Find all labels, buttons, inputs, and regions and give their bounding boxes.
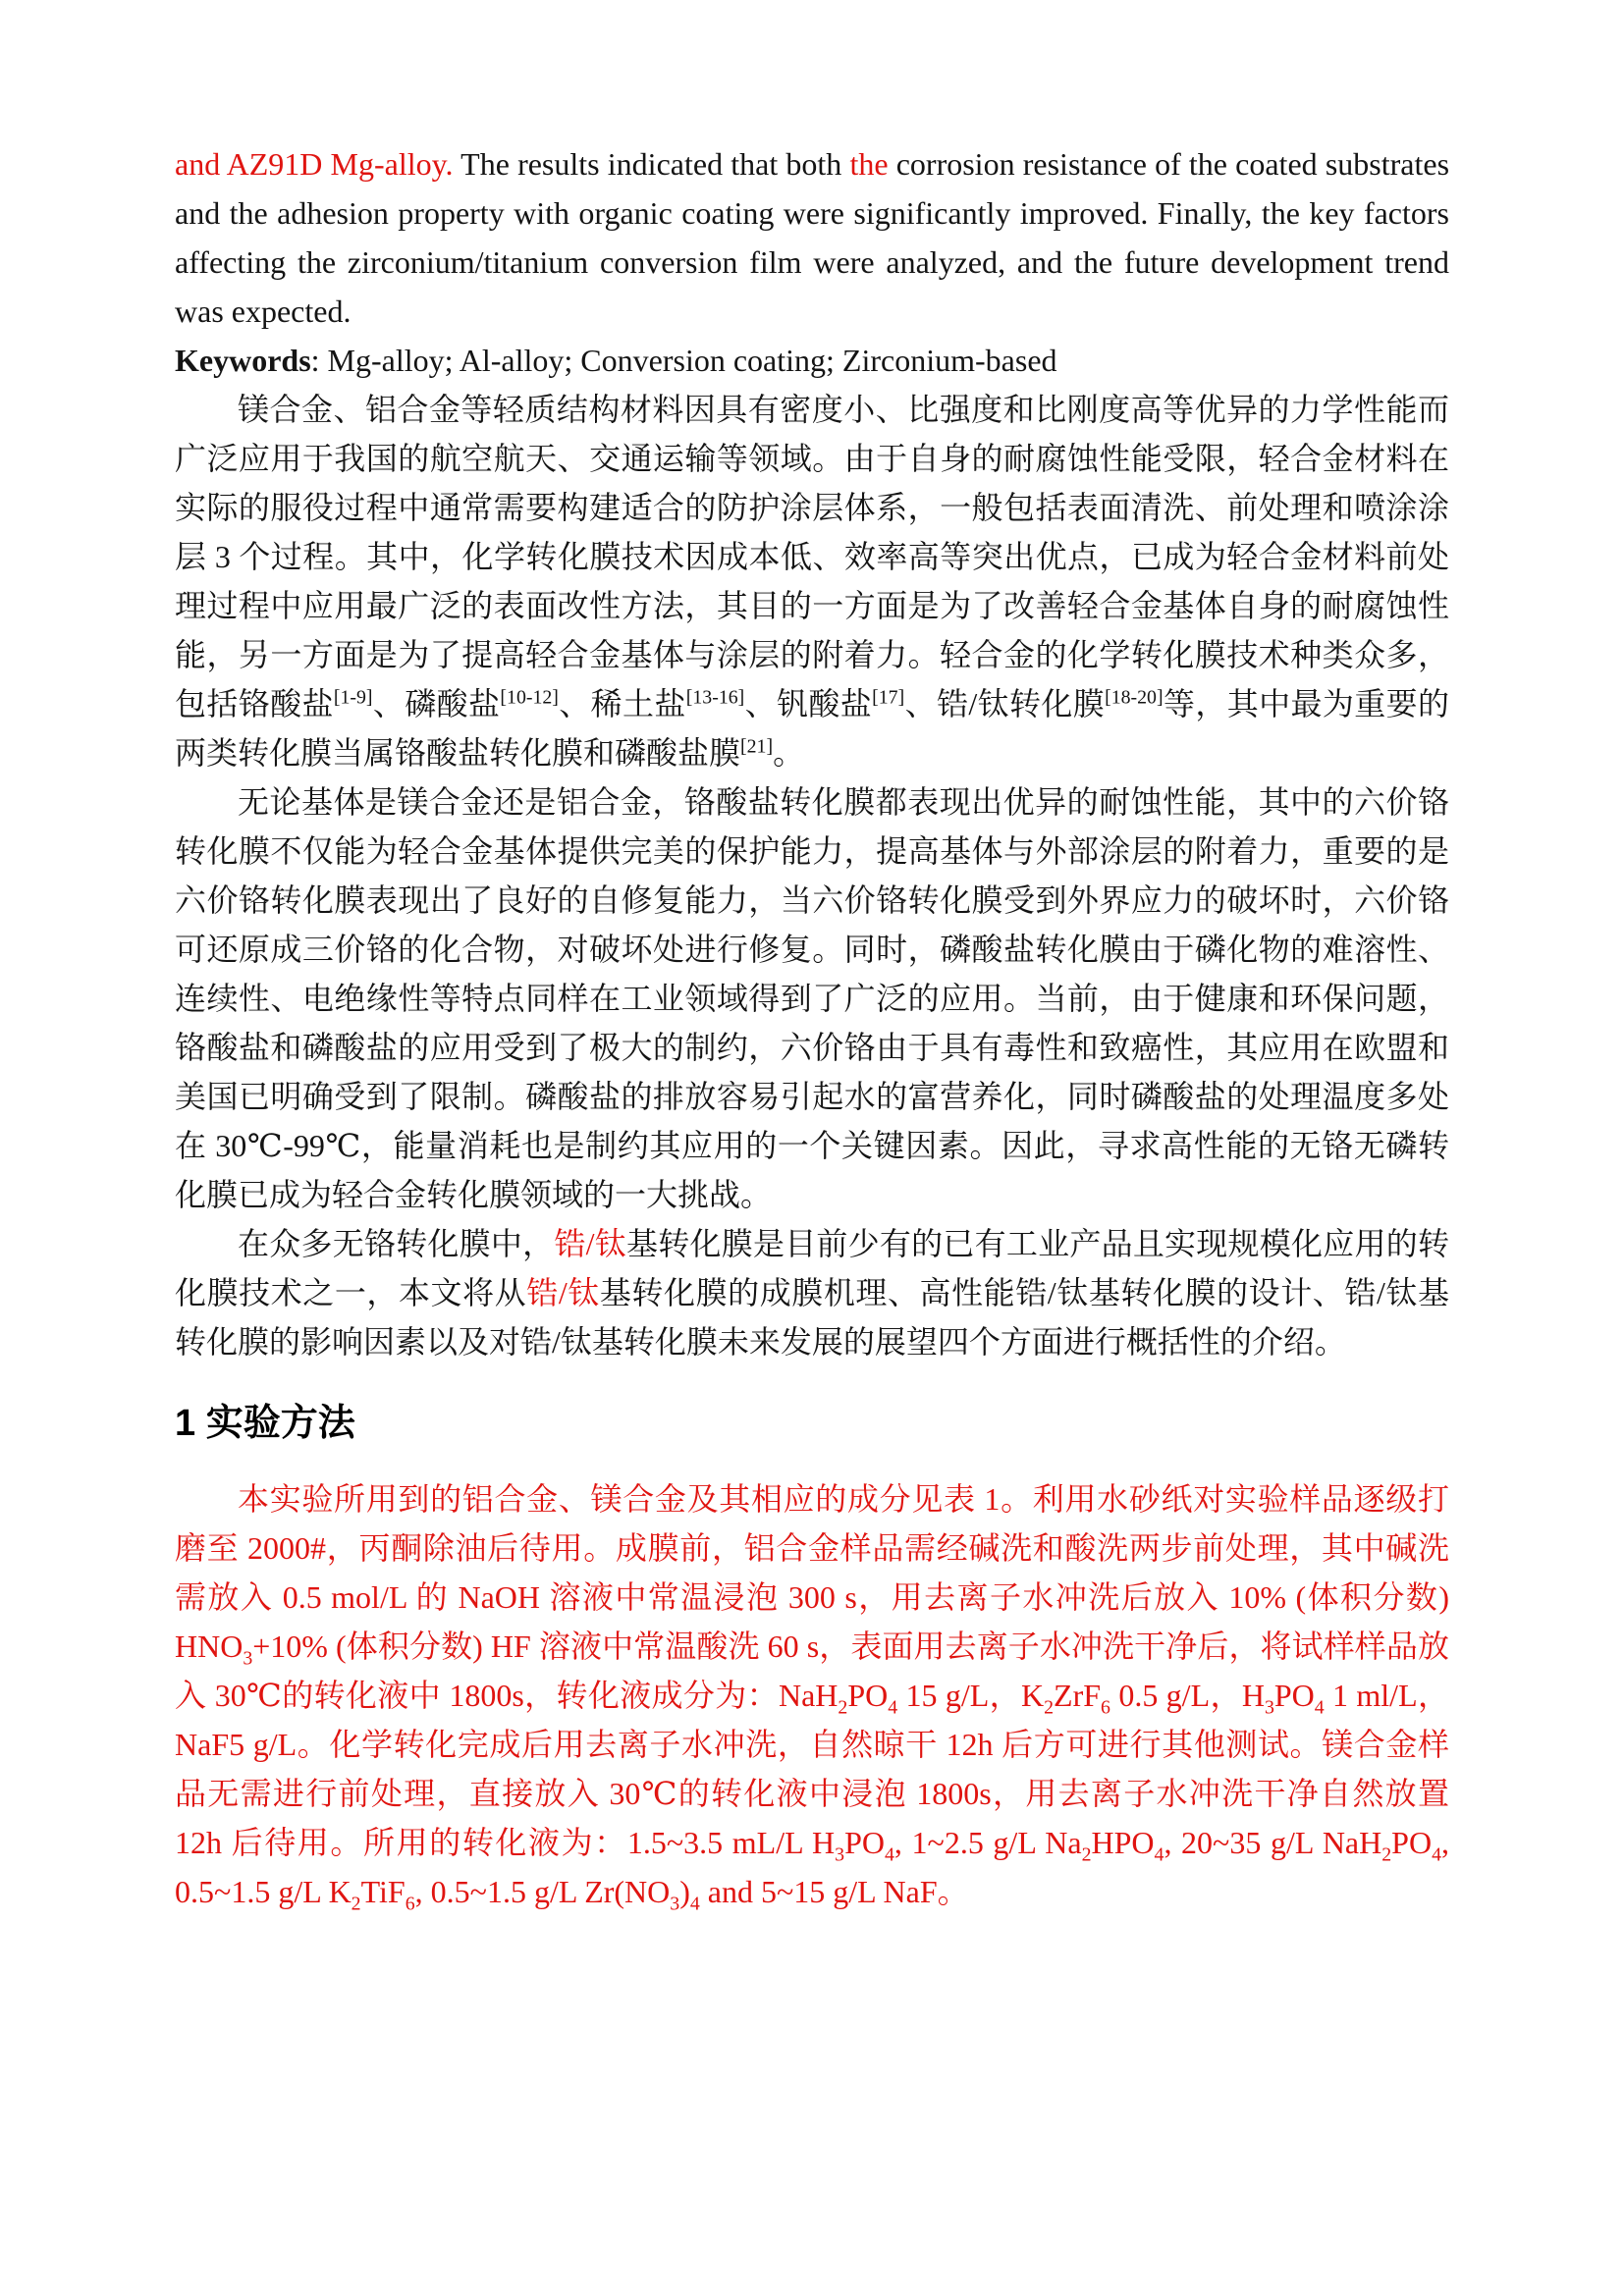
intro-paragraph-3 xyxy=(175,1219,1449,1366)
section-heading-experimental-method-run: 1 实验方法 xyxy=(175,1403,355,1444)
intro-paragraph-1-run: [21] xyxy=(740,735,774,758)
experimental-method-paragraph-run: 本实验所用到的铝合金、镁合金及其相应的成分见表 1。利用水砂纸对实验样品逐级打磨至 2000#，丙酮除油后待用。成膜前，铝合金样品需经碱洗和酸洗两步前处理，其中碱洗需放入 0.5 mol/L 的 NaOH 溶液中常温浸泡 300 s，用去离子水冲洗后放入 10% (体积分数) HNO xyxy=(175,1481,1449,1664)
intro-paragraph-2-run: 无论基体是镁合金还是铝合金，铬酸盐转化膜都表现出优异的耐蚀性能，其中的六价铬转化膜不仅能为轻合金基体提供完美的保护能力，提高基体与外部涂层的附着力，重要的是六价铬转化膜表现出了良好的自修复能力，当六价铬转化膜受到外界应力的破坏时，六价铬可还原成三价铬的化合物，对破坏处进行修复。同时，磷酸盐转化膜由于磷化物的难溶性、连续性、电绝缘性等特点同样在工业领域得到了广泛的应用。当前，由于健康和环保问题，铬酸盐和磷酸盐的应用受到了极大的制约，六价铬由于具有毒性和致癌性，其应用在欧盟和美国已明确受到了限制。磷酸盐的排放容易引起水的富营养化，同时磷酸盐的处理温度多处在 30℃-99℃，能量消耗也是制约其应用的一个关键因素。因此，寻求高性能的无铬无磷转化膜已成为轻合金转化膜领域的一大挑战。 xyxy=(175,784,1449,1212)
intro-paragraph-2 xyxy=(175,777,1449,1219)
experimental-method-paragraph-run: TiF xyxy=(360,1874,406,1909)
experimental-method-paragraph-run: 1 ml/L，NaF5 g/L。化学转化完成后用去离子水冲洗，自然晾干 12h 后方可进行其他测试。镁合金样品无需进行前处理，直接放入 30℃的转化液中浸泡 1800s，用去离子水冲洗干净自然放置 12h 后待用。所用的转化液为：1.5~3.5 mL/L H xyxy=(175,1678,1449,1860)
intro-paragraph-3-run: 锆/钛 xyxy=(554,1226,626,1261)
abstract-continued-paragraph xyxy=(175,139,1449,336)
experimental-method-paragraph-run: 4 xyxy=(689,1893,700,1915)
experimental-method-paragraph-run: 6 xyxy=(405,1893,415,1915)
section-heading-experimental-method xyxy=(175,1396,1449,1451)
experimental-method-paragraph-run: ZrF xyxy=(1054,1678,1102,1713)
experimental-method-paragraph-run: , 1~2.5 g/L Na xyxy=(893,1825,1082,1860)
experimental-method-paragraph-run: 2 xyxy=(1081,1843,1092,1866)
experimental-method-paragraph-run: PO xyxy=(844,1825,885,1860)
keywords-line-run: Keywords xyxy=(175,343,311,378)
intro-paragraph-1-run: 等，其中最为重要的两类转化膜当属铬酸盐转化膜和磷酸盐膜 xyxy=(175,686,1449,771)
experimental-method-paragraph-run: 2 xyxy=(1381,1843,1392,1866)
experimental-method-paragraph-run: 4 xyxy=(1154,1843,1164,1866)
intro-paragraph-1-run: [10-12] xyxy=(500,686,559,709)
experimental-method-paragraph-run: , 20~35 g/L NaH xyxy=(1164,1825,1382,1860)
intro-paragraph-3-run: 基转化膜的成膜机理、高性能锆/钛基转化膜的设计、锆/钛基转化膜的影响因素以及对锆/钛基转化膜未来发展的展望四个方面进行概括性的介绍。 xyxy=(175,1275,1449,1360)
experimental-method-paragraph-run: 2 xyxy=(1044,1696,1055,1719)
intro-paragraph-1-run: 、磷酸盐 xyxy=(372,686,501,721)
keywords-line xyxy=(175,336,1449,385)
keywords-line-run: : Mg-alloy; Al-alloy; Conversion coating; Zirconium-based xyxy=(310,343,1057,378)
experimental-method-paragraph-run: 4 xyxy=(1314,1696,1325,1719)
intro-paragraph-1-run: [18-20] xyxy=(1105,686,1164,709)
experimental-method-paragraph-run: 3 xyxy=(835,1843,845,1866)
intro-paragraph-1-run: 、钒酸盐 xyxy=(744,686,873,721)
intro-paragraph-1-run: 、稀土盐 xyxy=(558,686,686,721)
intro-paragraph-1-run: [1-9] xyxy=(333,686,373,709)
abstract-continued-paragraph-run: and AZ91D Mg-alloy. xyxy=(175,146,454,182)
intro-paragraph-3-run: 基转化膜是目前少有的已有工业产品且实现规模化应用的转化膜技术之一，本文将从 xyxy=(175,1226,1449,1310)
experimental-method-paragraph-run: 2 xyxy=(838,1696,848,1719)
abstract-continued-paragraph-run: The results indicated that both xyxy=(453,146,850,182)
intro-paragraph-3-run: 锆/钛 xyxy=(526,1275,600,1310)
intro-paragraph-1-run: [17] xyxy=(872,686,905,709)
intro-paragraph-1 xyxy=(175,385,1449,777)
experimental-method-paragraph-run: 2 xyxy=(351,1893,361,1915)
experimental-method-paragraph-run: 3 xyxy=(243,1647,253,1670)
intro-paragraph-1-run: 、锆/钛转化膜 xyxy=(904,686,1106,721)
experimental-method-paragraph-run: 6 xyxy=(1101,1696,1110,1719)
experimental-method-paragraph-run: +10% (体积分数) HF 溶液中常温酸洗 60 s，表面用去离子水冲洗干净后，将试样样品放入 30℃的转化液中 1800s，转化液成分为：NaH xyxy=(175,1629,1449,1713)
experimental-method-paragraph xyxy=(175,1474,1449,1916)
experimental-method-paragraph-run: 3 xyxy=(1264,1696,1274,1719)
experimental-method-paragraph-run: ) xyxy=(679,1874,690,1909)
experimental-method-paragraph-run: , 0.5~1.5 g/L Zr(NO xyxy=(414,1874,671,1909)
document-body xyxy=(175,139,1449,1916)
abstract-continued-paragraph-run: corrosion resistance of the coated substrates and the adhesion property with organic coating were significantly improved. Finally, the key factors affecting the zirconium/titanium conversion film were analyzed, and the future development trend was expected. xyxy=(175,146,1450,329)
intro-paragraph-1-run: [13-16] xyxy=(685,686,745,709)
experimental-method-paragraph-run: 3 xyxy=(670,1893,680,1915)
experimental-method-paragraph-run: PO xyxy=(1273,1678,1315,1713)
abstract-continued-paragraph-run: the xyxy=(849,146,889,182)
experimental-method-paragraph-run: 4 xyxy=(884,1843,894,1866)
experimental-method-paragraph-run: PO xyxy=(847,1678,889,1713)
experimental-method-paragraph-run: , 0.5~1.5 g/L K xyxy=(175,1825,1449,1909)
experimental-method-paragraph-run: 4 xyxy=(1432,1843,1441,1866)
experimental-method-paragraph-run: and 5~15 g/L NaF。 xyxy=(699,1874,969,1909)
experimental-method-paragraph-run: PO xyxy=(1391,1825,1433,1860)
intro-paragraph-3-run: 在众多无铬转化膜中， xyxy=(238,1226,555,1261)
intro-paragraph-1-run: 镁合金、铝合金等轻质结构材料因具有密度小、比强度和比刚度高等优异的力学性能而广泛应用于我国的航空航天、交通运输等领域。由于自身的耐腐蚀性能受限，轻合金材料在实际的服役过程中通常需要构建适合的防护涂层体系，一般包括表面清洗、前处理和喷涂涂层 3 个过程。其中，化学转化膜技术因成本低、效率高等突出优点，已成为轻合金材料前处理过程中应用最广泛的表面改性方法，其目的一方面是为了改善轻合金基体自身的耐腐蚀性能，另一方面是为了提高轻合金基体与涂层的附着力。轻合金的化学转化膜技术种类众多，包括铬酸盐 xyxy=(175,392,1449,721)
experimental-method-paragraph-run: 0.5 g/L，H xyxy=(1110,1678,1265,1713)
intro-paragraph-1-run: 。 xyxy=(773,735,805,771)
experimental-method-paragraph-run: HPO xyxy=(1091,1825,1155,1860)
experimental-method-paragraph-run: 4 xyxy=(888,1696,898,1719)
experimental-method-paragraph-run: 15 g/L，K xyxy=(897,1678,1045,1713)
